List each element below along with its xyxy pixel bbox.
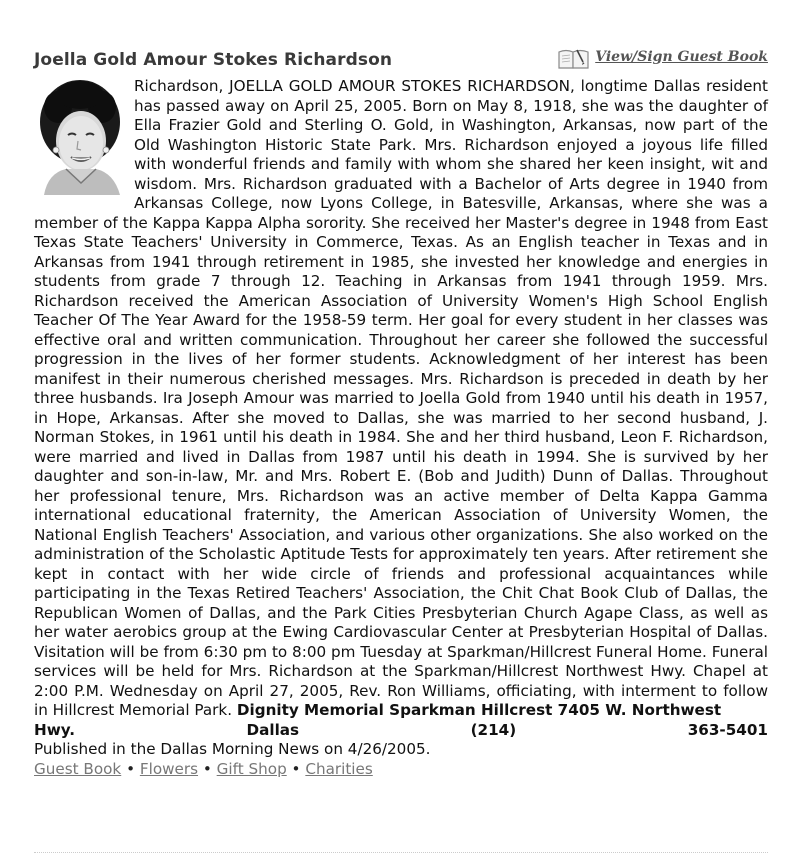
obituary-body (34, 77, 768, 721)
obituary-header (34, 48, 770, 78)
flowers-link[interactable]: Flowers (139, 759, 199, 778)
view-sign-guestbook-link[interactable] (557, 48, 768, 70)
address-area-code: (214) (470, 720, 517, 739)
address-phone: 363-5401 (687, 720, 768, 739)
funeral-home-name: Dignity Memorial Sparkman Hillcrest 7405 W. Northwest (236, 701, 722, 719)
link-separator: • (291, 759, 301, 778)
open-book-icon (557, 48, 591, 70)
publication-note: Published in the Dallas Morning News on 4/26/2005. (34, 740, 431, 758)
bottom-divider (34, 852, 768, 853)
gift-shop-link[interactable]: Gift Shop (216, 759, 287, 778)
address-street: Hwy. (34, 720, 76, 739)
link-separator: • (126, 759, 136, 778)
guestbook-link-label[interactable]: View/Sign Guest Book (595, 49, 768, 65)
link-separator: • (202, 759, 212, 778)
guest-book-link[interactable]: Guest Book (34, 759, 122, 778)
charities-link[interactable]: Charities (305, 759, 373, 778)
portrait-photo (34, 77, 129, 195)
funeral-home-address (34, 721, 768, 741)
obituary-body-text: Richardson, JOELLA GOLD AMOUR STOKES RICHARDSON, longtime Dallas resident has passed away on April 25, 2005. Born on May 8, 1918, she was the daughter of Ella Frazier Gold and Sterling O. Gold, in Washington, Arkansas, now part of the Old Washington Historic State Park. Mrs. Richardson enjoyed a joyous life filled with wonderful friends and family with whom she shared her keen insight, wit and wisdom. Mrs. Richardson graduated with a Bachelor of Arts degree in 1940 from Arkansas College, now Lyons College, in Batesville, Arkansas, where she was a member of the Kappa Kappa Alpha sorority. She received her Master's degree in 1948 from East Texas State Teachers' University in Commerce, Texas. As an English teacher in Texas and in Arkansas from 1941 through retirement in 1985, she invested her knowledge and energies in students from grade 7 through 12. Teaching in Arkansas from 1941 through 1959. Mrs. Richardson received the American Association of University Women's High School English Teacher Of The Year Award for the 1958-59 term. Her goal for every student in her classes was effective oral and written communication. Throughout her career she followed the successful progression in the lives of her former students. Acknowledgment of her interest has been manifest in their numerous cherished messages. Mrs. Richardson is preceded in death by her three husbands. Ira Joseph Amour was married to Joella Gold from 1940 until his death in 1957, in Hope, Arkansas. After she moved to Dallas, she was married to her second husband, J. Norman Stokes, in 1961 until his death in 1984. She and her third husband, Leon F. Richardson, were married and lived in Dallas from 1987 until his death in 1994. She is survived by her daughter and son-in-law, Mr. and Mrs. Robert E. (Bob and Judith) Dunn of Dallas. Throughout her professional tenure, Mrs. Richardson was an active member of Delta Kappa Gamma international educational fraternity, the American Association of University Women, the National English Teachers' Association, and various other organizations. She also worked on the administration of the Scholastic Aptitude Tests for approximately ten years. After retirement she kept in contact with her wide circle of friends and professional acquaintances while participating in the Texas Retired Teachers' Association, the Chit Chat Book Club of Dallas, the Republican Women of Dallas, and the Park Cities Presbyterian Church Agape Class, as well as her water aerobics group at the Ewing Cardiovascular Center at Presbyterian Hospital of Dallas. Visitation will be from 6:30 pm to 8:00 pm Tuesday at Sparkman/Hillcrest Funeral Home. Funeral services will be held for Mrs. Richardson at the Sparkman/Hillcrest Northwest Hwy. Chapel at 2:00 P.M. Wednesday on April 27, 2005, Rev. Ron Williams, officiating, with interment to follow in Hillcrest Memorial Park. (34, 77, 768, 719)
address-city: Dallas (246, 720, 300, 739)
footer-links (34, 760, 768, 780)
obituary-article (34, 77, 768, 779)
page-title: Joella Gold Amour Stokes Richardson (34, 50, 393, 70)
